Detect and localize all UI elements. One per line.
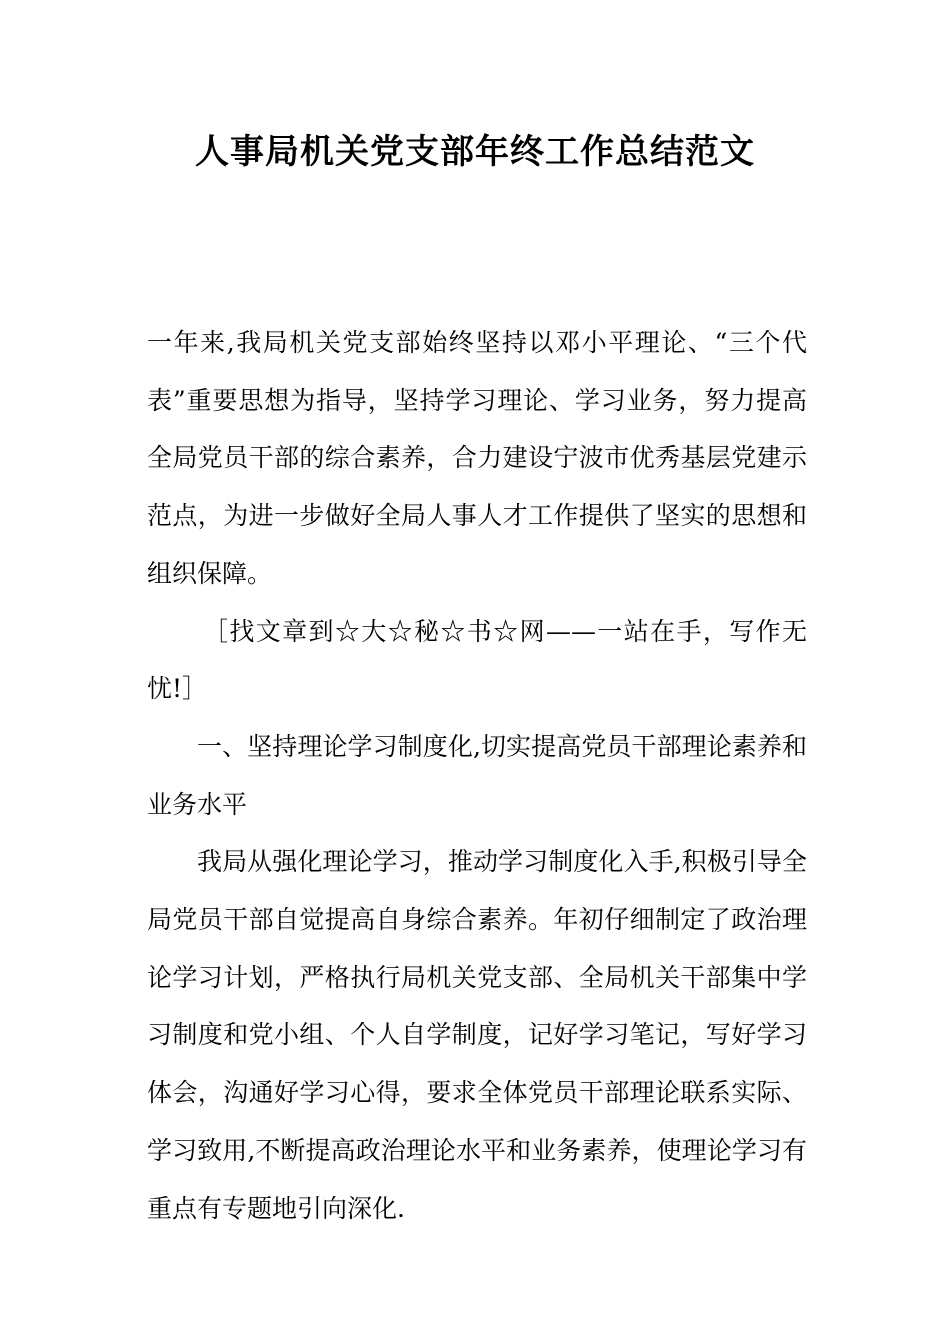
paragraph-promo-note: ［找文章到☆大☆秘☆书☆网——一站在手，写作无忧!］ [147,616,807,704]
paragraph-intro: 一年来,我局机关党支部始终坚持以邓小平理论、“三个代表”重要思想为指导，坚持学习理论、学习业务，努力提高全局党员干部的综合素养，合力建设宁波市优秀基层党建示范点，为进一步做好全局人事人才工作提供了坚实的思想和组织保障。 [147,328,807,588]
section-heading-1: 一、坚持理论学习制度化,切实提高党员干部理论素养和业务水平 [147,731,807,819]
document-title: 人事局机关党支部年终工作总结范文 [195,132,755,172]
paragraph-section-1-body: 我局从强化理论学习，推动学习制度化入手,积极引导全局党员干部自觉提高自身综合素养。年初仔细制定了政治理论学习计划，严格执行局机关党支部、全局机关干部集中学习制度和党小组、个人自学制度，记好学习笔记，写好学习体会，沟通好学习心得，要求全体党员干部理论联系实际、学习致用,不断提高政治理论水平和业务素养，使理论学习有重点有专题地引向深化. [147,847,807,1223]
document-body [147,314,807,1237]
